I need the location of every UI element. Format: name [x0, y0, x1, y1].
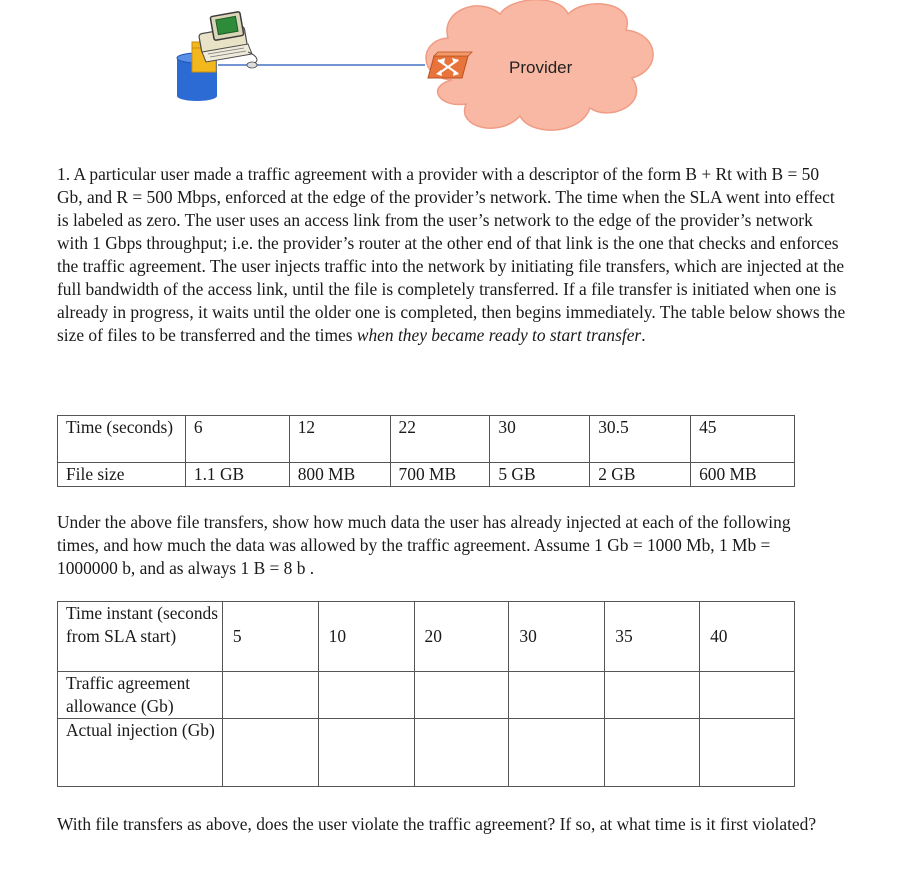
- table-row: [58, 602, 795, 672]
- size-row-label: File size: [58, 463, 186, 487]
- allowance-cell[interactable]: [509, 672, 605, 719]
- network-diagram-svg: [0, 0, 918, 150]
- actual-injection-cell[interactable]: [414, 719, 509, 787]
- time-instant-cell: 30: [509, 602, 605, 672]
- time-instant-cell: 5: [222, 602, 318, 672]
- allowance-cell[interactable]: [318, 672, 414, 719]
- file-size-cell: 5 GB: [490, 463, 590, 487]
- table-row: [58, 719, 795, 787]
- file-transfers-table: [57, 415, 795, 487]
- file-time-cell: 30: [490, 416, 590, 463]
- allowance-cell[interactable]: [605, 672, 700, 719]
- file-time-cell: 45: [691, 416, 795, 463]
- network-diagram: [0, 0, 918, 150]
- problem-number: 1.: [57, 164, 71, 184]
- final-question: With file transfers as above, does the user violate the traffic agreement? If so, at what time is it first violated?: [57, 814, 817, 834]
- table-row: [58, 416, 795, 463]
- computer-icon: [199, 12, 257, 68]
- file-time-cell: 22: [390, 416, 490, 463]
- problem-intro-end: .: [641, 325, 646, 345]
- file-size-cell: 1.1 GB: [185, 463, 289, 487]
- time-instant-cell: 10: [318, 602, 414, 672]
- file-time-cell: 12: [289, 416, 390, 463]
- allowance-cell[interactable]: [222, 672, 318, 719]
- actual-injection-cell[interactable]: [700, 719, 795, 787]
- allowance-cell[interactable]: [414, 672, 509, 719]
- actual-injection-cell[interactable]: [318, 719, 414, 787]
- actual-injection-cell[interactable]: [222, 719, 318, 787]
- problem-intro: A particular user made a traffic agreement with a provider with a descriptor of the form B + Rt with B = 50 Gb, and R = 500 Mbps, enforced at the edge of the provider’s network. The time when the SLA went into effect is labeled as zero. The user uses an access link from the user’s network to the edge of the provider’s network with 1 Gbps throughput; i.e. the provider’s router at the other end of that link is the one that checks and enforces the traffic agreement. The user injects traffic into the network by initiating file transfers, which are injected at the full bandwidth of the access link, until the file is completely transferred. If a file transfer is initiated when one is already in progress, it waits until the older one is completed, then begins immediately. The table below shows the size of files to be transferred and the times: [57, 164, 846, 345]
- time-instant-cell: 20: [414, 602, 509, 672]
- question-paragraph: Under the above file transfers, show how much data the user has already injected at each of the following times, and how much the data was allowed by the traffic agreement. Assume 1 Gb = 1000 Mb, 1 Mb = 1000000 b, and as always 1 B = 8 b .: [57, 512, 791, 578]
- problem-statement: [57, 163, 847, 347]
- file-size-cell: 700 MB: [390, 463, 490, 487]
- time-instant-label: Time instant (seconds from SLA start): [58, 602, 223, 672]
- answer-table: [57, 601, 795, 787]
- time-instant-cell: 40: [700, 602, 795, 672]
- time-row-label: Time (seconds): [58, 416, 186, 463]
- file-size-cell: 2 GB: [590, 463, 691, 487]
- file-time-cell: 6: [185, 416, 289, 463]
- actual-injection-label: Actual injection (Gb): [58, 719, 223, 787]
- problem-intro-italic: when they became ready to start transfer: [356, 325, 642, 345]
- table-row: [58, 463, 795, 487]
- allowance-label: Traffic agreement allowance (Gb): [58, 672, 223, 719]
- actual-injection-cell[interactable]: [509, 719, 605, 787]
- actual-injection-cell[interactable]: [605, 719, 700, 787]
- provider-label: Provider: [509, 58, 573, 77]
- file-size-cell: 600 MB: [691, 463, 795, 487]
- table-row: [58, 672, 795, 719]
- allowance-cell[interactable]: [700, 672, 795, 719]
- file-size-cell: 800 MB: [289, 463, 390, 487]
- file-time-cell: 30.5: [590, 416, 691, 463]
- time-instant-cell: 35: [605, 602, 700, 672]
